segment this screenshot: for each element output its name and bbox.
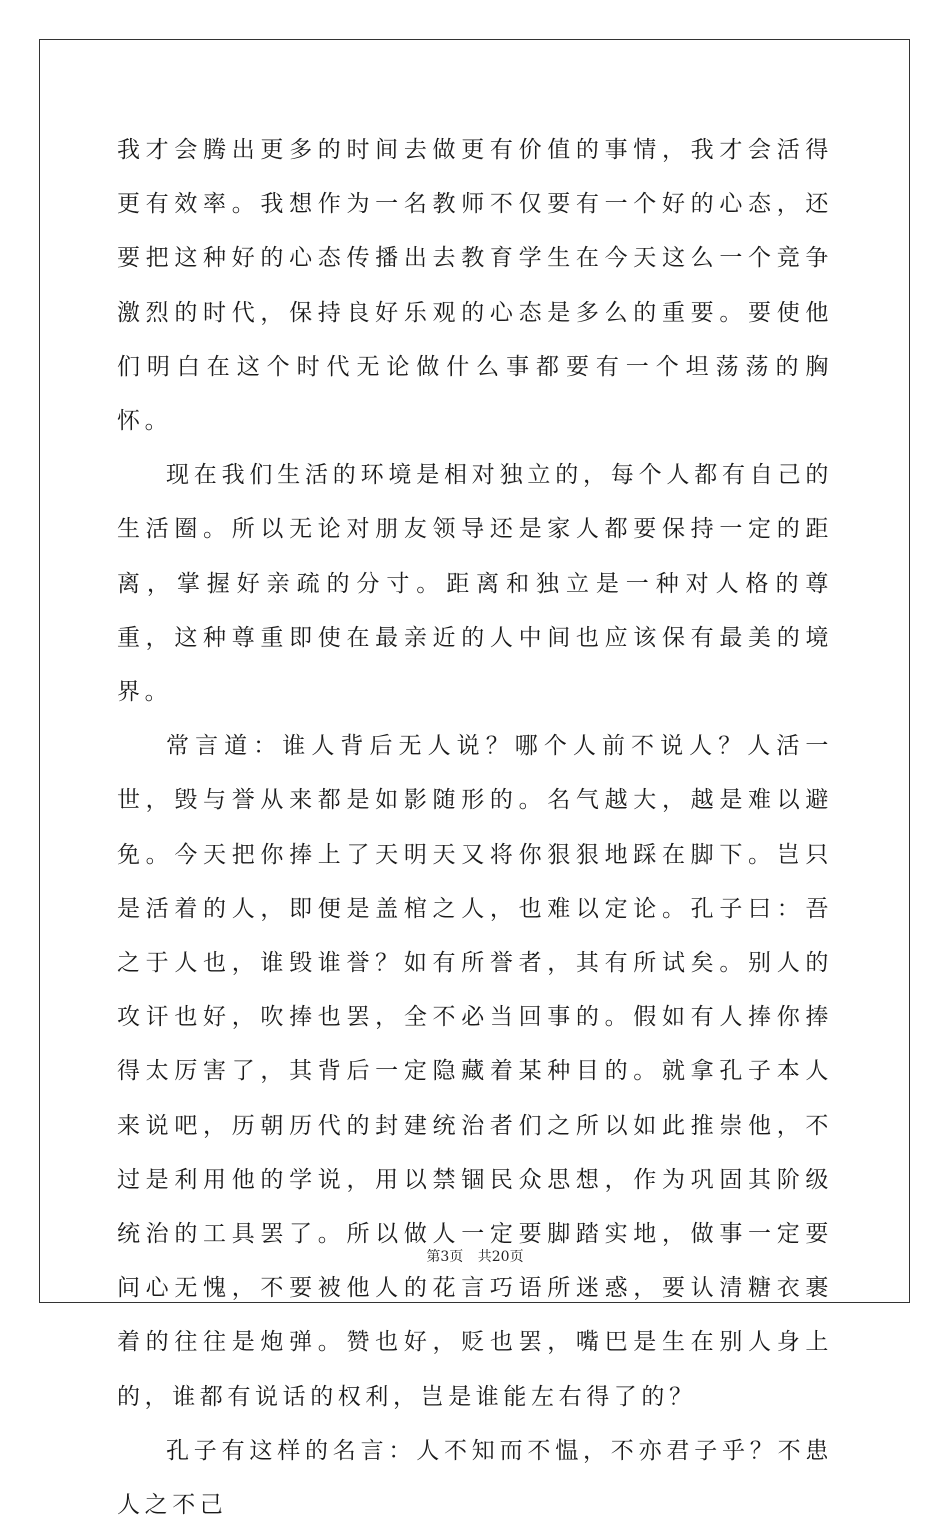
paragraph: 常言道：谁人背后无人说？哪个人前不说人？人活一世，毁与誉从来都是如影随形的。名气越大，越是难以避免。今天把你捧上了天明天又将你狠狠地踩在脚下。岂只是活着的人，即便是盖棺之人，也难以定论。孔子曰：吾之于人也，谁毁谁誉？如有所誉者，其有所试矣。别人的攻讦也好，吹捧也罢，全不必当回事的。假如有人捧你捧得太厉害了，其背后一定隐藏着某种目的。就拿孔子本人来说吧，历朝历代的封建统治者们之所以如此推崇他，不过是利用他的学说，用以禁锢民众思想，作为巩固其阶级统治的工具罢了。所以做人一定要脚踏实地，做事一定要问心无愧，不要被他人的花言巧语所迷惑，要认清糖衣裹着的往往是炮弹。赞也好，贬也罢，嘴巴是生在别人身上的，谁都有说话的权利，岂是谁能左右得了的？ — [117, 733, 833, 1410]
page-footer — [0, 1246, 950, 1266]
paragraph: 现在我们生活的环境是相对独立的，每个人都有自己的生活圈。所以无论对朋友领导还是家人都要保持一定的距离，掌握好亲疏的分寸。距离和独立是一种对人格的尊重，这种尊重即使在最亲近的人中间也应该保有最美的境界。 — [117, 462, 833, 706]
paragraph: 孔子有这样的名言：人不知而不愠，不亦君子乎？不患人之不己 — [117, 1437, 833, 1519]
page-number: 第3页 — [426, 1249, 464, 1265]
page-total: 共20页 — [477, 1249, 524, 1265]
paragraph: 我才会腾出更多的时间去做更有价值的事情，我才会活得更有效率。我想作为一名教师不仅要有一个好的心态，还要把这种好的心态传播出去教育学生在今天这么一个竞争激烈的时代，保持良好乐观的心态是多么的重要。要使他们明白在这个时代无论做什么事都要有一个坦荡荡的胸怀。 — [117, 137, 833, 435]
document-body — [117, 123, 833, 1532]
